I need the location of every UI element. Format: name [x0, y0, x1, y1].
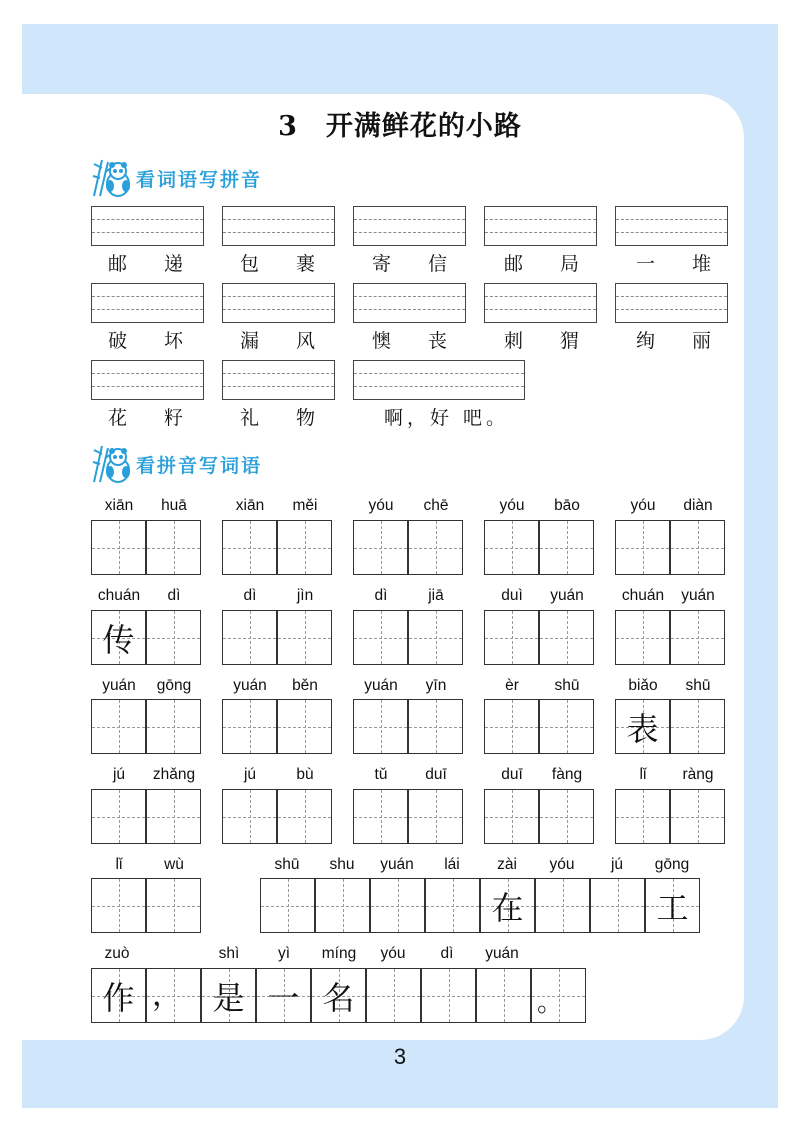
- pinyin-label: chuán: [97, 587, 141, 604]
- pinyin-label: yuán: [485, 945, 519, 962]
- pinyin-label: shū: [554, 677, 580, 694]
- pinyin-label: lái: [444, 856, 460, 873]
- pinyin-box[interactable]: [91, 283, 204, 323]
- pinyin-label: zhǎng: [152, 766, 196, 783]
- tianzige-cell[interactable]: [353, 610, 408, 665]
- tianzige-cell[interactable]: [91, 789, 146, 844]
- pinyin-label: lǐ: [115, 856, 123, 873]
- tianzige-cell[interactable]: [484, 520, 539, 575]
- pinyin-label: biǎo: [628, 677, 658, 694]
- pinyin-label: yóu: [499, 497, 525, 514]
- pinyin-label: zuò: [104, 945, 130, 962]
- section-title: 看词语写拼音: [136, 168, 263, 191]
- pinyin-label: jìn: [296, 587, 314, 604]
- word-char: 物: [296, 407, 316, 429]
- word-char: 邮: [108, 253, 128, 275]
- tianzige-cell[interactable]: [91, 699, 146, 754]
- word-char: 递: [164, 253, 184, 275]
- pinyin-label: jú: [243, 766, 257, 783]
- tianzige-cell[interactable]: [539, 699, 594, 754]
- tianzige-cell[interactable]: [670, 789, 725, 844]
- word-char: 寄: [372, 253, 392, 275]
- pinyin-label: duī: [501, 766, 523, 783]
- tianzige-cell[interactable]: [366, 968, 421, 1023]
- pinyin-label: shū: [274, 856, 300, 873]
- tianzige-cell[interactable]: [146, 789, 201, 844]
- word-char: 花: [108, 407, 128, 429]
- tianzige-cell[interactable]: [146, 610, 201, 665]
- pinyin-label: duì: [501, 587, 523, 604]
- pinyin-label: yuán: [233, 677, 267, 694]
- pinyin-label: chē: [423, 497, 449, 514]
- word-char: 懊: [372, 330, 392, 352]
- word-char: 刺: [504, 330, 524, 352]
- pinyin-label: ràng: [682, 766, 714, 783]
- pinyin-box[interactable]: [222, 360, 335, 400]
- section-title: 看拼音写词语: [136, 454, 263, 477]
- pinyin-box[interactable]: [615, 206, 728, 246]
- pinyin-label: jú: [610, 856, 624, 873]
- word-char: 堆: [692, 253, 712, 275]
- tianzige-cell[interactable]: [277, 789, 332, 844]
- tianzige-cell[interactable]: [353, 520, 408, 575]
- word-char: 猬: [560, 330, 580, 352]
- tianzige-cell[interactable]: [421, 968, 476, 1023]
- pinyin-box[interactable]: [91, 360, 204, 400]
- word-char: 漏: [240, 330, 260, 352]
- tianzige-cell[interactable]: [277, 610, 332, 665]
- pinyin-label: běn: [292, 677, 318, 694]
- pinyin-label: míng: [321, 945, 357, 962]
- page-title: 3 开满鲜花的小路: [278, 111, 522, 142]
- tianzige-cell[interactable]: [222, 520, 277, 575]
- tianzige-cell[interactable]: [535, 878, 590, 933]
- tianzige-cell[interactable]: [222, 699, 277, 754]
- given-char: 在: [491, 888, 524, 927]
- given-char: 表: [626, 709, 659, 748]
- pinyin-label: yuán: [681, 587, 715, 604]
- pinyin-box[interactable]: [353, 283, 466, 323]
- given-char: 是: [212, 978, 245, 1017]
- pinyin-label: zài: [497, 856, 517, 873]
- pinyin-label: dì: [167, 587, 181, 604]
- given-char: 名: [322, 978, 355, 1017]
- pinyin-label: dì: [440, 945, 454, 962]
- tianzige-cell[interactable]: [353, 789, 408, 844]
- pinyin-label: bù: [296, 766, 314, 783]
- pinyin-label: yīn: [425, 677, 447, 694]
- pinyin-label: tǔ: [374, 766, 388, 783]
- pinyin-box[interactable]: [353, 206, 466, 246]
- tianzige-cell[interactable]: [615, 789, 670, 844]
- tianzige-cell[interactable]: [260, 878, 315, 933]
- pinyin-label: wù: [164, 856, 184, 873]
- tianzige-cell[interactable]: [370, 878, 425, 933]
- tianzige-cell[interactable]: [615, 520, 670, 575]
- given-char: 传: [102, 620, 135, 659]
- tianzige-cell[interactable]: [670, 520, 725, 575]
- pinyin-box[interactable]: [484, 206, 597, 246]
- tianzige-cell[interactable]: [484, 610, 539, 665]
- tianzige-cell[interactable]: [408, 699, 463, 754]
- tianzige-cell[interactable]: [408, 789, 463, 844]
- pinyin-box[interactable]: [484, 283, 597, 323]
- word-char: 丽: [692, 330, 712, 352]
- tianzige-cell[interactable]: [539, 610, 594, 665]
- word-char: 邮: [504, 253, 524, 275]
- tianzige-cell[interactable]: [476, 968, 531, 1023]
- pinyin-label: shu: [329, 856, 355, 873]
- tianzige-cell[interactable]: [91, 878, 146, 933]
- tianzige-cell[interactable]: [91, 520, 146, 575]
- pinyin-label: gōng: [156, 677, 192, 694]
- word-char: 包: [240, 253, 260, 275]
- tianzige-cell[interactable]: [222, 610, 277, 665]
- tianzige-cell[interactable]: [425, 878, 480, 933]
- pinyin-label: shì: [218, 945, 240, 962]
- pinyin-label: jú: [112, 766, 126, 783]
- tianzige-cell[interactable]: [615, 610, 670, 665]
- pinyin-label: lǐ: [639, 766, 647, 783]
- sentence-text: 啊，好 吧。: [384, 407, 510, 429]
- pinyin-label: yuán: [550, 587, 584, 604]
- tianzige-cell[interactable]: [146, 699, 201, 754]
- tianzige-cell[interactable]: [353, 699, 408, 754]
- tianzige-cell[interactable]: [408, 610, 463, 665]
- tianzige-cell[interactable]: [484, 699, 539, 754]
- word-char: 绚: [636, 330, 656, 352]
- panda-bamboo-icon: [88, 158, 132, 198]
- pinyin-label: xiān: [235, 497, 265, 514]
- word-char: 破: [108, 330, 128, 352]
- tianzige-cell[interactable]: [146, 520, 201, 575]
- tianzige-cell[interactable]: [277, 520, 332, 575]
- tianzige-cell[interactable]: [408, 520, 463, 575]
- pinyin-box[interactable]: [222, 206, 335, 246]
- pinyin-label: shū: [685, 677, 711, 694]
- pinyin-label: měi: [292, 497, 318, 514]
- tianzige-cell[interactable]: [590, 878, 645, 933]
- given-punct: 。: [537, 988, 564, 1018]
- word-char: 一: [636, 253, 656, 275]
- pinyin-label: duī: [425, 766, 447, 783]
- tianzige-cell[interactable]: [539, 789, 594, 844]
- pinyin-label: xiān: [104, 497, 134, 514]
- tianzige-cell[interactable]: [484, 789, 539, 844]
- pinyin-label: yóu: [368, 497, 394, 514]
- pinyin-label: gōng: [654, 856, 690, 873]
- tianzige-cell[interactable]: [670, 610, 725, 665]
- tianzige-cell[interactable]: [277, 699, 332, 754]
- pinyin-label: dì: [243, 587, 257, 604]
- pinyin-label: yóu: [380, 945, 406, 962]
- pinyin-label: huā: [161, 497, 187, 514]
- word-char: 信: [428, 253, 448, 275]
- pinyin-label: bāo: [554, 497, 580, 514]
- panda-bamboo-icon: [88, 444, 132, 484]
- tianzige-cell[interactable]: [146, 878, 201, 933]
- word-char: 籽: [164, 407, 184, 429]
- pinyin-label: yì: [277, 945, 291, 962]
- word-char: 坏: [164, 330, 184, 352]
- word-char: 风: [296, 330, 316, 352]
- pinyin-label: yóu: [630, 497, 656, 514]
- pinyin-box[interactable]: [222, 283, 335, 323]
- word-char: 局: [560, 253, 580, 275]
- pinyin-box[interactable]: [615, 283, 728, 323]
- given-char: 工: [656, 888, 689, 927]
- pinyin-label: yóu: [549, 856, 575, 873]
- pinyin-label: yuán: [380, 856, 414, 873]
- pinyin-label: diàn: [683, 497, 713, 514]
- pinyin-box[interactable]: [91, 206, 204, 246]
- pinyin-label: èr: [505, 677, 519, 694]
- pinyin-label: chuán: [621, 587, 665, 604]
- word-char: 礼: [240, 407, 260, 429]
- pinyin-box-wide[interactable]: [353, 360, 525, 400]
- tianzige-cell[interactable]: [222, 789, 277, 844]
- pinyin-label: yuán: [364, 677, 398, 694]
- section-header-words: [88, 444, 262, 484]
- word-char: 丧: [428, 330, 448, 352]
- pinyin-label: yuán: [102, 677, 136, 694]
- given-punct: ，: [152, 978, 182, 1013]
- pinyin-label: jiā: [428, 587, 444, 604]
- section-header-pinyin: [88, 158, 262, 198]
- tianzige-cell[interactable]: [539, 520, 594, 575]
- tianzige-cell[interactable]: [670, 699, 725, 754]
- pinyin-label: dì: [374, 587, 388, 604]
- word-char: 裹: [296, 253, 316, 275]
- page-number: 3: [393, 1044, 407, 1069]
- given-char: 作: [102, 978, 135, 1017]
- given-char: 一: [267, 978, 300, 1017]
- tianzige-cell[interactable]: [315, 878, 370, 933]
- pinyin-label: fàng: [551, 766, 583, 783]
